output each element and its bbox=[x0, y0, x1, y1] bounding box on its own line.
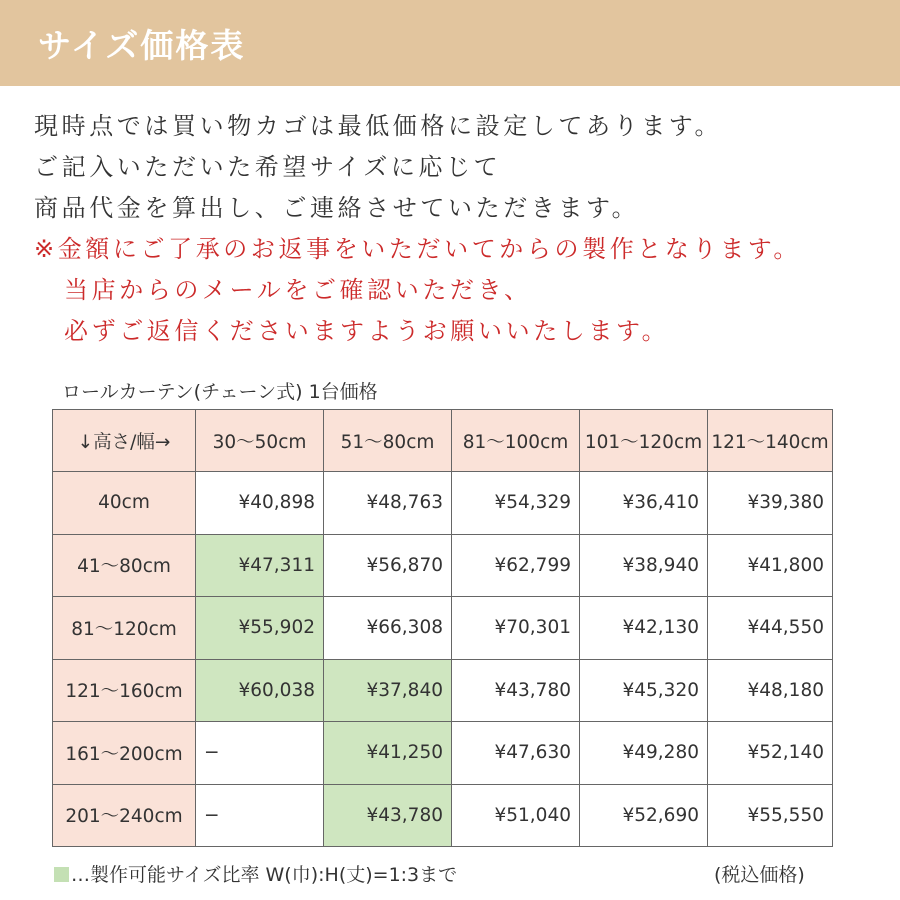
price-cell: ¥55,550 bbox=[708, 784, 833, 847]
price-cell: ¥55,902 bbox=[196, 597, 324, 660]
price-cell: ¥70,301 bbox=[452, 597, 580, 660]
price-cell: ¥37,840 bbox=[324, 659, 452, 722]
row-header: 40cm bbox=[53, 472, 196, 535]
table-row bbox=[53, 472, 833, 535]
column-header: 81〜100cm bbox=[452, 410, 580, 472]
price-cell: ¥54,329 bbox=[452, 472, 580, 535]
warning-line: ※金額にご了承のお返事をいただいてからの製作となります。 bbox=[34, 235, 801, 263]
price-cell: ¥44,550 bbox=[708, 597, 833, 660]
title-banner bbox=[0, 0, 900, 86]
table-row bbox=[53, 534, 833, 597]
price-cell: ¥52,140 bbox=[708, 722, 833, 785]
price-cell: ¥47,630 bbox=[452, 722, 580, 785]
column-header: 30〜50cm bbox=[196, 410, 324, 472]
legend bbox=[54, 860, 457, 887]
price-cell: ¥41,250 bbox=[324, 722, 452, 785]
price-cell: ¥60,038 bbox=[196, 659, 324, 722]
warning-line: 必ずご返信くださいますようお願いいたします。 bbox=[64, 317, 670, 345]
price-cell: ¥36,410 bbox=[580, 472, 708, 535]
legend-swatch bbox=[54, 867, 69, 882]
column-header: 101〜120cm bbox=[580, 410, 708, 472]
corner-header: ↓高さ/幅→ bbox=[53, 410, 196, 472]
row-header: 81〜120cm bbox=[53, 597, 196, 660]
price-cell: ¥51,040 bbox=[452, 784, 580, 847]
table-row bbox=[53, 659, 833, 722]
notice-line: 現時点では買い物カゴは最低価格に設定してあります。 bbox=[34, 112, 723, 140]
table-row bbox=[53, 722, 833, 785]
row-header: 161〜200cm bbox=[53, 722, 196, 785]
row-header: 121〜160cm bbox=[53, 659, 196, 722]
price-cell: ¥48,180 bbox=[708, 659, 833, 722]
column-header: 51〜80cm bbox=[324, 410, 452, 472]
price-cell: ¥40,898 bbox=[196, 472, 324, 535]
table-row bbox=[53, 784, 833, 847]
row-header: 201〜240cm bbox=[53, 784, 196, 847]
price-cell: ¥42,130 bbox=[580, 597, 708, 660]
price-cell: ¥52,690 bbox=[580, 784, 708, 847]
notice-line: ご記入いただいた希望サイズに応じて bbox=[34, 153, 502, 181]
price-table bbox=[52, 409, 833, 847]
price-cell: ¥45,320 bbox=[580, 659, 708, 722]
page-title: サイズ価格表 bbox=[38, 26, 246, 65]
table-row bbox=[53, 597, 833, 660]
price-cell: ¥62,799 bbox=[452, 534, 580, 597]
legend-text: …製作可能サイズ比率 W(巾):H(丈)=1:3まで bbox=[71, 864, 458, 886]
price-cell: ¥47,311 bbox=[196, 534, 324, 597]
table-header-row bbox=[53, 410, 833, 472]
price-cell: ¥43,780 bbox=[324, 784, 452, 847]
tax-note: (税込価格) bbox=[714, 864, 805, 886]
warning-line: 当店からのメールをご確認いただき、 bbox=[64, 276, 532, 304]
price-cell: ¥66,308 bbox=[324, 597, 452, 660]
notice-line: 商品代金を算出し、ご連絡させていただきます。 bbox=[34, 194, 640, 222]
row-header: 41〜80cm bbox=[53, 534, 196, 597]
price-cell: ¥41,800 bbox=[708, 534, 833, 597]
price-cell: ¥49,280 bbox=[580, 722, 708, 785]
price-cell: ¥48,763 bbox=[324, 472, 452, 535]
price-cell: ¥43,780 bbox=[452, 659, 580, 722]
table-caption: ロールカーテン(チェーン式) 1台価格 bbox=[62, 381, 378, 403]
price-cell: ¥38,940 bbox=[580, 534, 708, 597]
column-header: 121〜140cm bbox=[708, 410, 833, 472]
price-cell: ¥56,870 bbox=[324, 534, 452, 597]
price-cell: − bbox=[196, 722, 324, 785]
price-cell: ¥39,380 bbox=[708, 472, 833, 535]
notice-text bbox=[34, 106, 894, 352]
price-cell: − bbox=[196, 784, 324, 847]
